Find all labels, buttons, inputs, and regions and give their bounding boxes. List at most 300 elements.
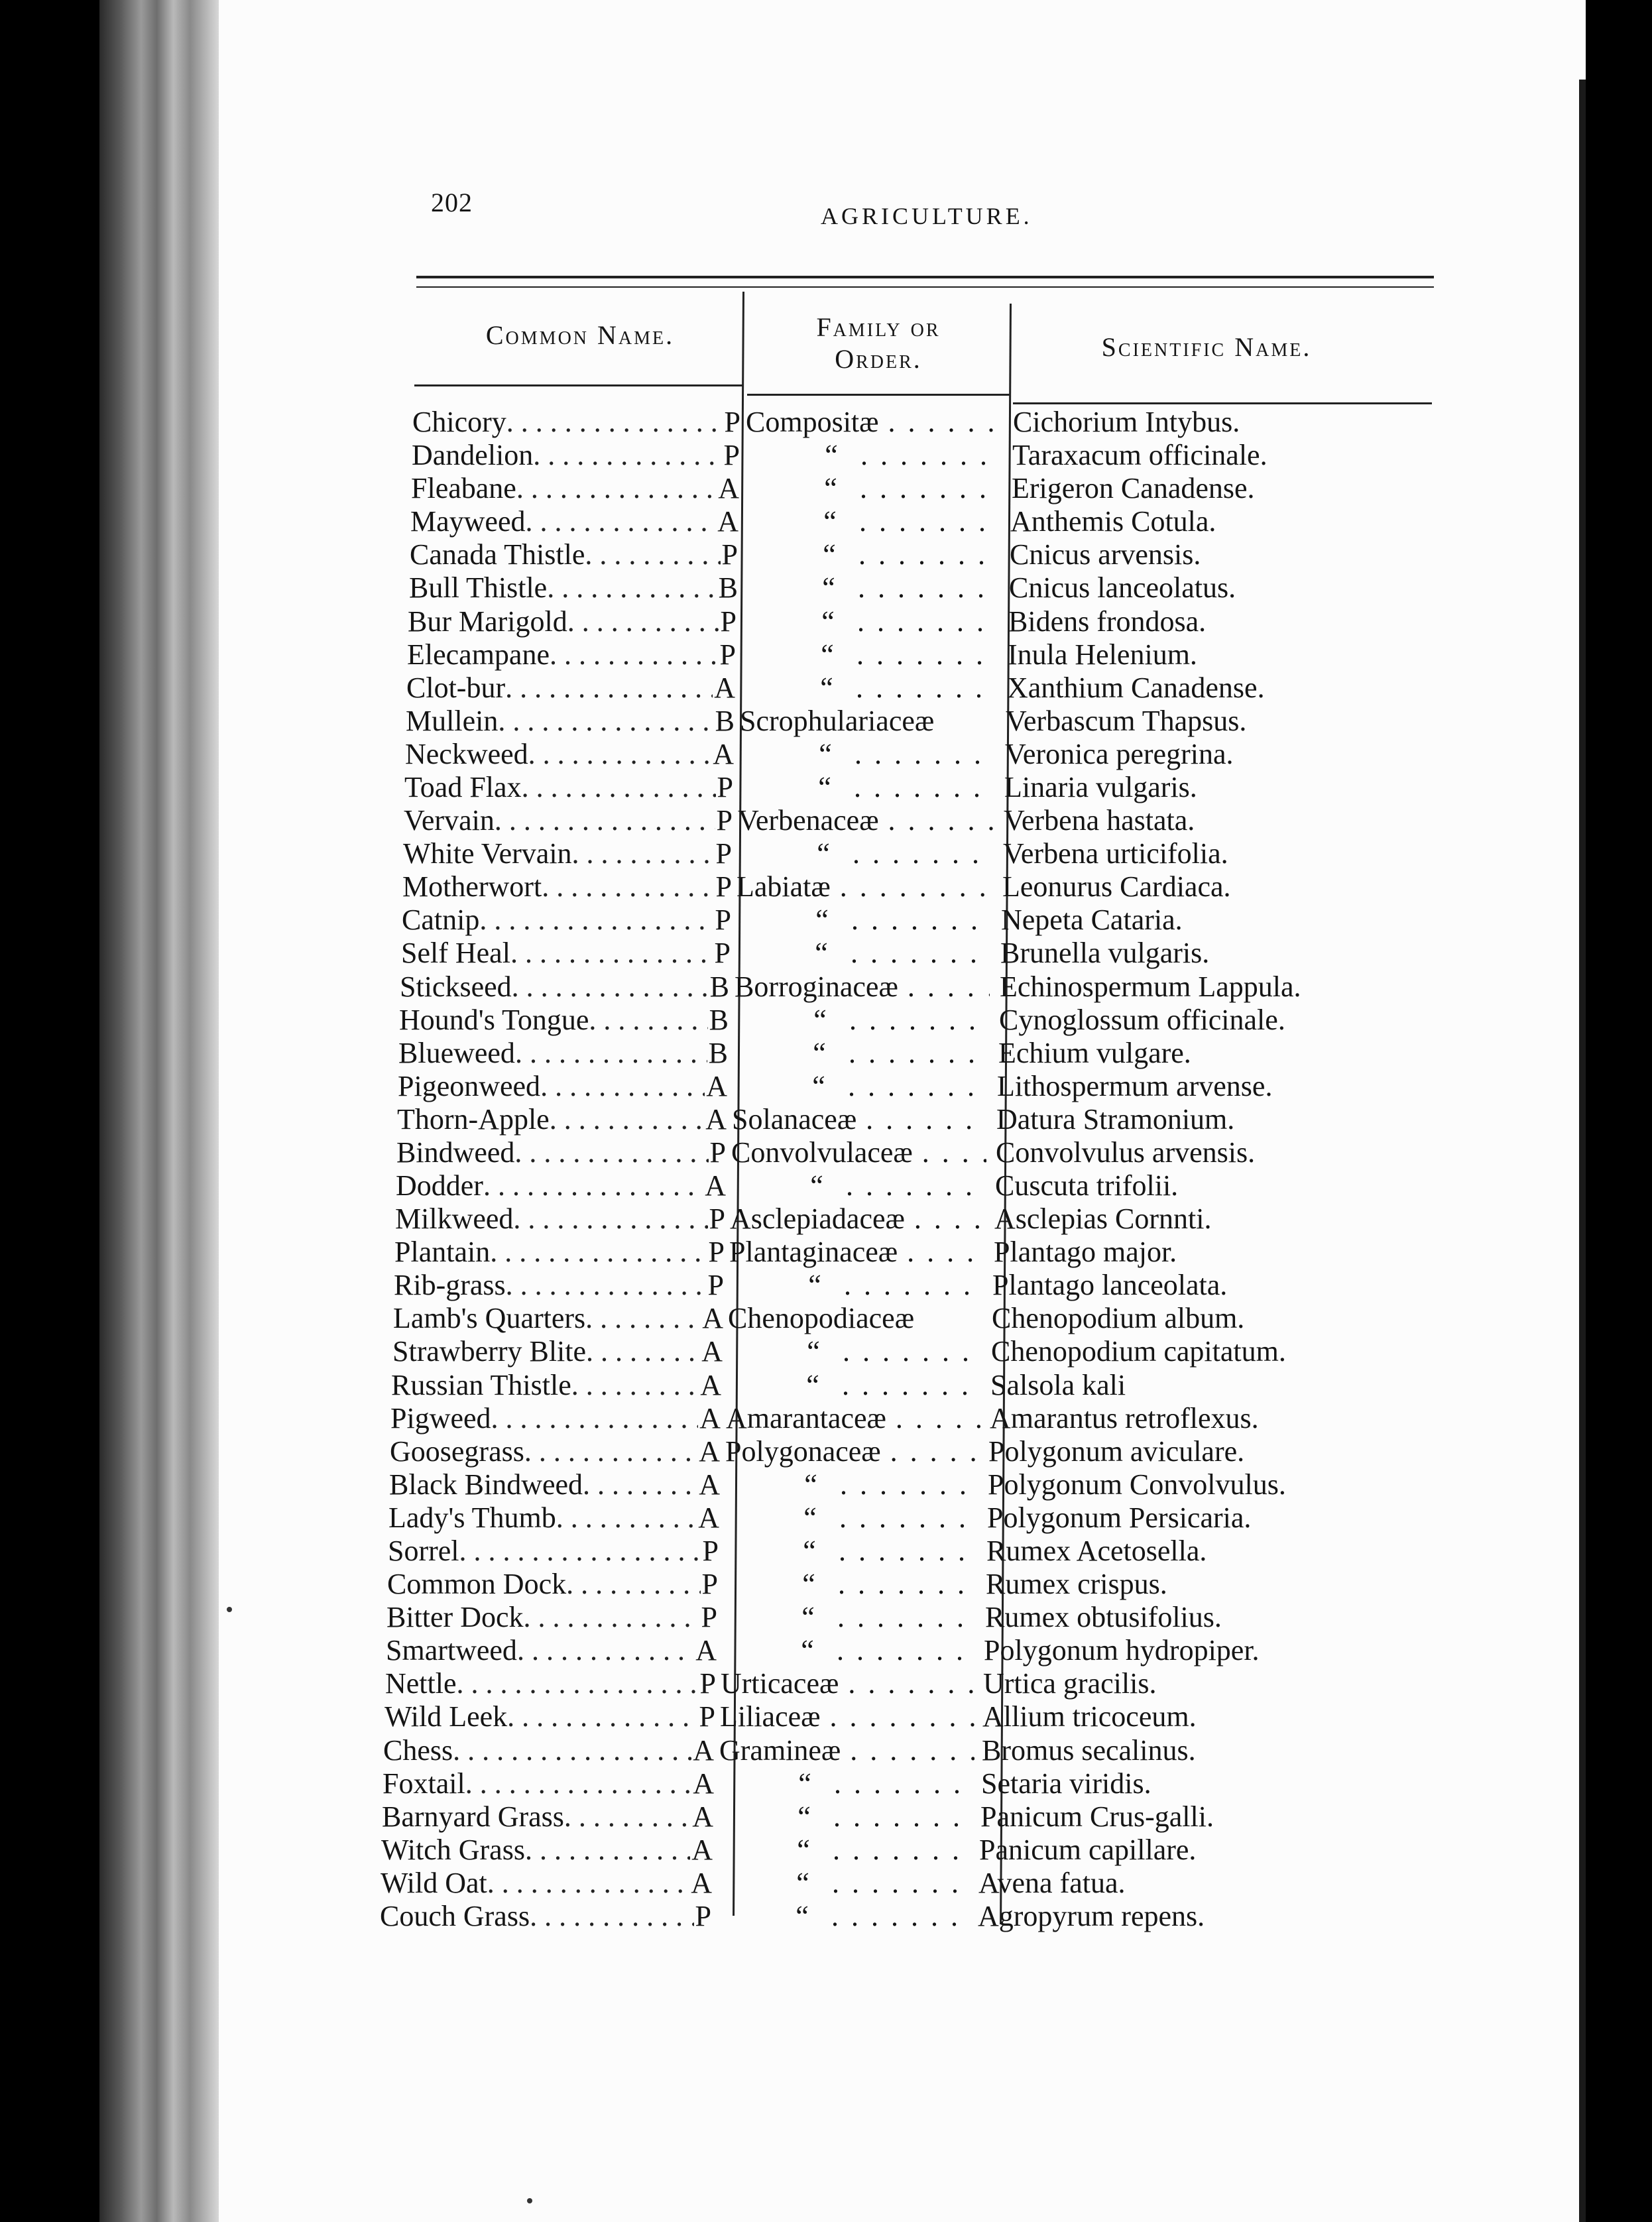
common-name-cell: [407, 638, 736, 672]
leader-dots: [566, 1568, 700, 1601]
common-name-cell: [381, 1834, 713, 1867]
common-name-cell: [396, 1136, 726, 1169]
leader-dots: [856, 1103, 987, 1136]
column-header-family-line1: Family or: [816, 312, 941, 342]
leader-dots: [843, 837, 992, 870]
ditto-mark: “: [825, 439, 838, 471]
ditto-mark: “: [803, 1501, 817, 1534]
common-name-cell: [382, 1800, 713, 1834]
family-cell: [727, 1335, 982, 1368]
duration-code: P: [709, 1202, 725, 1235]
family-name: Labiatæ: [737, 870, 831, 903]
ditto-mark: “: [808, 1269, 821, 1301]
leader-dots: [829, 1568, 978, 1601]
leader-dots: [516, 472, 717, 505]
leader-dots: [542, 870, 714, 904]
family-cell: [717, 1834, 973, 1867]
leader-dots: [841, 937, 990, 970]
common-name-cell: [403, 837, 732, 870]
ditto-mark: “: [801, 1601, 815, 1633]
leader-dots: [514, 1136, 708, 1169]
scientific-name: Erigeron Canadense.: [1012, 472, 1255, 504]
ditto-mark: “: [802, 1568, 815, 1600]
scientific-name: Cynoglossum officinale.: [999, 1004, 1285, 1036]
scientific-name: Datura Stramonium.: [996, 1103, 1235, 1136]
ditto-mark: “: [813, 1037, 826, 1069]
adjacent-page-edge: [1579, 80, 1586, 2222]
family-name: Liliaceæ: [720, 1700, 821, 1733]
ditto-mark: “: [818, 771, 831, 803]
duration-code: A: [705, 1169, 726, 1202]
common-name-cell: [397, 1103, 727, 1136]
scientific-name: Polygonum Persicaria.: [987, 1501, 1252, 1534]
duration-code: B: [718, 571, 738, 604]
duration-code: P: [721, 538, 738, 571]
ditto-mark: “: [822, 571, 835, 604]
leader-dots: [841, 1734, 974, 1767]
common-name: Black Bindweed: [389, 1468, 583, 1501]
leader-dots: [513, 1202, 707, 1236]
print-speck: [227, 1607, 232, 1612]
leader-dots: [479, 904, 713, 937]
header-underline-family: [747, 394, 1010, 396]
scientific-name: Chenopodium album.: [992, 1302, 1245, 1334]
common-name: Smartweed: [386, 1634, 517, 1666]
common-name-cell: [410, 538, 738, 571]
scientific-name: Polygonum Convolvulus.: [988, 1468, 1286, 1501]
leader-dots: [526, 505, 717, 538]
ditto-mark: “: [804, 1468, 817, 1501]
family-cell: [733, 1070, 988, 1103]
header-underline-scientific: [1013, 402, 1432, 404]
leader-dots: [849, 538, 998, 571]
ditto-mark: “: [796, 1867, 809, 1899]
duration-code: P: [717, 771, 733, 803]
common-name: Sorrel: [388, 1535, 459, 1567]
ditto-mark: “: [813, 1004, 827, 1036]
family-cell: [735, 970, 990, 1004]
common-name: Canada Thistle: [410, 538, 585, 571]
family-name: Verbenaceæ: [738, 804, 879, 837]
leader-dots: [842, 904, 991, 937]
ditto-mark: “: [797, 1834, 810, 1866]
family-name: Solanaceæ: [732, 1103, 857, 1136]
leader-dots: [524, 1601, 700, 1634]
leader-dots: [457, 1667, 699, 1700]
leader-dots: [517, 1634, 694, 1667]
leader-dots: [525, 1834, 690, 1867]
family-cell: [729, 1269, 984, 1302]
leader-dots: [567, 605, 719, 638]
leader-dots: [571, 1369, 699, 1402]
duration-code: P: [723, 439, 740, 471]
duration-code: B: [715, 705, 735, 737]
leader-dots: [821, 1700, 976, 1733]
common-name: Fleabane: [411, 472, 516, 504]
common-name-cell: [387, 1568, 718, 1601]
family-cell: [730, 1202, 985, 1236]
column-header-family: [752, 312, 1004, 375]
running-head: AGRICULTURE.: [821, 203, 1033, 229]
print-speck: [527, 2198, 532, 2203]
common-name: Bull Thistle: [409, 571, 548, 604]
common-name: White Vervain: [403, 837, 572, 870]
family-name: Plantaginaceæ: [729, 1236, 898, 1268]
common-name: Stickseed: [400, 970, 512, 1003]
common-name-cell: [398, 1070, 727, 1103]
common-name: Barnyard Grass: [382, 1800, 564, 1833]
ditto-mark: “: [806, 1369, 819, 1401]
leader-dots: [847, 638, 996, 672]
scientific-name: Allium tricoceum.: [982, 1700, 1197, 1733]
family-cell: [723, 1535, 978, 1568]
common-name: Milkweed: [395, 1202, 514, 1235]
family-cell: [721, 1634, 976, 1667]
scientific-name: Rumex obtusifolius.: [985, 1601, 1222, 1633]
common-name-cell: [395, 1202, 725, 1236]
common-name-cell: [388, 1535, 719, 1568]
scientific-name: Verbena urticifolia.: [1003, 837, 1228, 870]
common-name-cell: [401, 937, 731, 970]
common-name-cell: [390, 1435, 720, 1468]
common-name-cell: [399, 1004, 729, 1037]
common-name-cell: [385, 1667, 716, 1700]
common-name-cell: [392, 1335, 723, 1368]
common-name: Elecampane: [407, 638, 550, 671]
family-cell: [719, 1734, 974, 1767]
column-header-family-line2: Order.: [835, 344, 922, 374]
scientific-name: Avena fatua.: [978, 1867, 1126, 1899]
family-name: Polygonaceæ: [725, 1435, 881, 1468]
ditto-mark: “: [807, 1335, 820, 1368]
common-name: Thorn-Apple: [397, 1103, 550, 1136]
leader-dots: [550, 1103, 705, 1136]
family-cell: [742, 571, 998, 605]
common-name: Witch Grass: [381, 1834, 525, 1866]
family-cell: [718, 1800, 973, 1834]
common-name: Couch Grass: [380, 1900, 530, 1932]
common-name-cell: [388, 1501, 719, 1535]
family-cell: [740, 672, 996, 705]
leader-dots: [845, 771, 994, 804]
leader-dots: [459, 1535, 701, 1568]
leader-dots: [512, 970, 709, 1004]
leader-dots: [898, 970, 990, 1004]
scientific-name: Echium vulgare.: [998, 1037, 1191, 1069]
leader-dots: [490, 1236, 707, 1269]
leader-dots: [831, 870, 992, 904]
family-cell: [728, 1302, 983, 1335]
scientific-name: Polygonum aviculare.: [988, 1435, 1245, 1468]
ditto-mark: “: [815, 937, 828, 969]
common-name-cell: [406, 672, 735, 705]
scientific-name: Anthemis Cotula.: [1010, 505, 1216, 538]
common-name-cell: [404, 771, 733, 804]
leader-dots: [850, 505, 999, 538]
scientific-name: Bromus secalinus.: [982, 1734, 1196, 1767]
leader-dots: [833, 1369, 982, 1402]
leader-dots: [483, 1169, 703, 1202]
duration-code: P: [720, 605, 737, 638]
common-name: Russian Thistle: [391, 1369, 571, 1401]
scientific-name: Linaria vulgaris.: [1004, 771, 1197, 803]
scientific-name: Nepeta Cataria.: [1001, 904, 1183, 936]
duration-code: P: [699, 1667, 716, 1700]
family-cell: [717, 1867, 972, 1900]
leader-dots: [830, 1501, 979, 1535]
family-cell: [722, 1601, 977, 1634]
leader-dots: [491, 1402, 699, 1435]
duration-code: A: [699, 1468, 720, 1501]
common-name-cell: [380, 1900, 711, 1933]
leader-dots: [851, 439, 1000, 472]
common-name-cell: [402, 870, 732, 904]
ditto-mark: “: [815, 904, 829, 936]
duration-code: P: [708, 1236, 725, 1268]
common-name-cell: [400, 970, 729, 1004]
duration-code: A: [698, 1501, 719, 1534]
duration-code: P: [715, 837, 732, 870]
scientific-name: Inula Helenium.: [1008, 638, 1197, 671]
ditto-mark: “: [824, 472, 837, 504]
family-cell: [735, 937, 990, 970]
scientific-name: Cnicus arvensis.: [1010, 538, 1201, 571]
common-name-cell: [393, 1302, 723, 1335]
leader-dots: [847, 672, 996, 705]
scientific-name: Cichorium Intybus.: [1013, 406, 1240, 438]
leader-dots: [824, 1800, 973, 1834]
duration-code: A: [693, 1734, 714, 1767]
family-name: Scrophulariaceæ: [740, 705, 935, 737]
family-cell: [737, 837, 992, 870]
duration-code: P: [715, 904, 731, 936]
common-name-cell: [408, 605, 737, 638]
leader-dots: [540, 1070, 705, 1103]
leader-dots: [827, 1634, 976, 1667]
leader-dots: [823, 1867, 972, 1900]
duration-code: P: [701, 1601, 717, 1633]
common-name-cell: [394, 1236, 725, 1269]
leader-dots: [831, 1468, 980, 1501]
column-header-scientific-name: [1024, 331, 1389, 363]
leader-dots: [583, 1468, 697, 1501]
leader-dots: [840, 1004, 989, 1037]
ditto-mark: “: [823, 505, 837, 538]
common-name: Toad Flax: [404, 771, 522, 803]
common-name: Wild Leek: [384, 1700, 508, 1733]
leader-dots: [586, 1335, 700, 1368]
scientific-name: Urtica gracilis.: [983, 1667, 1157, 1700]
scientific-name: Taraxacum officinale.: [1012, 439, 1268, 471]
family-cell: [737, 870, 992, 904]
common-name: Hound's Tongue: [399, 1004, 589, 1036]
common-name-cell: [386, 1634, 717, 1667]
scientific-name: Plantago lanceolata.: [992, 1269, 1228, 1301]
scientific-name: Cuscuta trifolii.: [995, 1169, 1179, 1202]
ditto-mark: “: [796, 1900, 809, 1932]
duration-code: A: [691, 1867, 712, 1899]
ditto-mark: “: [803, 1535, 816, 1567]
leader-dots: [835, 1269, 984, 1302]
common-name-cell: [398, 1037, 728, 1070]
leader-dots: [487, 1867, 689, 1900]
duration-code: P: [695, 1900, 711, 1932]
family-cell: [720, 1700, 975, 1733]
leader-dots: [510, 937, 713, 970]
scientific-name: Verbascum Thapsus.: [1006, 705, 1247, 737]
leader-dots: [506, 406, 723, 439]
scientific-name: Chenopodium capitatum.: [991, 1335, 1286, 1368]
leader-dots: [839, 1037, 988, 1070]
leader-dots: [905, 1202, 985, 1236]
leader-dots: [533, 439, 722, 472]
family-cell: [733, 1037, 988, 1070]
leader-dots: [528, 738, 712, 771]
duration-code: B: [708, 1037, 728, 1069]
duration-code: A: [699, 1435, 720, 1468]
common-name-cell: [389, 1468, 720, 1501]
duration-code: P: [715, 870, 732, 903]
leader-dots: [572, 837, 715, 870]
scan-border: [1586, 0, 1652, 2222]
scientific-name: Bidens frondosa.: [1008, 605, 1207, 638]
common-name: Dodder: [396, 1169, 483, 1202]
family-cell: [734, 1004, 989, 1037]
family-cell: [744, 505, 999, 538]
page-stack-edge: [99, 0, 219, 2222]
family-cell: [725, 1435, 980, 1468]
family-cell: [736, 904, 991, 937]
ditto-mark: “: [798, 1767, 811, 1800]
scientific-name: Veronica peregrina.: [1005, 738, 1234, 770]
scientific-name: Plantago major.: [994, 1236, 1177, 1268]
duration-code: A: [700, 1369, 721, 1401]
common-name-cell: [412, 439, 740, 472]
scientific-name: Asclepias Cornnti.: [994, 1202, 1212, 1235]
common-name-cell: [411, 472, 739, 505]
duration-code: P: [714, 937, 731, 969]
leader-dots: [822, 1900, 971, 1933]
common-name-cell: [384, 1700, 715, 1733]
leader-dots: [530, 1900, 693, 1933]
duration-code: A: [706, 1070, 727, 1102]
duration-code: B: [709, 970, 729, 1003]
common-name: Motherwort: [402, 870, 542, 903]
scientific-name: Xanthium Canadense.: [1007, 672, 1265, 704]
family-cell: [746, 406, 1001, 439]
common-name: Dandelion: [412, 439, 534, 471]
family-cell: [744, 472, 1000, 505]
leader-dots: [825, 1767, 974, 1800]
leader-dots: [879, 406, 1002, 439]
scientific-name: Polygonum hydropiper.: [984, 1634, 1260, 1666]
common-name-cell: [402, 904, 731, 937]
ditto-mark: “: [810, 1169, 823, 1202]
duration-code: A: [695, 1634, 717, 1666]
ditto-mark: “: [801, 1634, 814, 1666]
scientific-name: Setaria viridis.: [981, 1767, 1151, 1800]
scientific-name: Lithospermum arvense.: [997, 1070, 1273, 1102]
leader-dots: [550, 638, 719, 672]
family-cell: [726, 1402, 981, 1435]
common-name: Bur Marigold: [408, 605, 567, 638]
duration-code: A: [692, 1800, 713, 1833]
family-name: Gramineæ: [719, 1734, 841, 1767]
leader-dots: [465, 1767, 692, 1800]
common-name: Vervain: [404, 804, 495, 837]
family-cell: [743, 538, 998, 571]
leader-dots: [453, 1734, 691, 1767]
common-name: Pigeonweed: [398, 1070, 541, 1102]
leader-dots: [886, 1402, 981, 1435]
family-cell: [721, 1667, 976, 1700]
common-name: Bitter Dock: [386, 1601, 524, 1633]
family-name: Borroginaceæ: [735, 970, 898, 1003]
leader-dots: [524, 1435, 697, 1468]
duration-code: P: [724, 406, 740, 438]
family-cell: [731, 1136, 986, 1169]
family-name: Urticaceæ: [721, 1667, 839, 1700]
leader-dots: [828, 1601, 977, 1634]
common-name-cell: [405, 738, 734, 771]
ditto-mark: “: [820, 672, 833, 704]
family-cell: [725, 1468, 980, 1501]
ditto-mark: “: [812, 1070, 825, 1102]
leader-dots: [881, 1435, 980, 1468]
ditto-mark: “: [823, 538, 836, 571]
common-name-cell: [381, 1867, 712, 1900]
common-name: Wild Oat: [381, 1867, 487, 1899]
scientific-name: Brunella vulgaris.: [1000, 937, 1210, 969]
duration-code: P: [719, 638, 736, 671]
common-name-cell: [386, 1601, 717, 1634]
family-name: Compositæ: [746, 406, 879, 438]
leader-dots: [848, 605, 997, 638]
leader-dots: [585, 1302, 701, 1335]
common-name-cell: [383, 1767, 714, 1800]
common-name: Catnip: [402, 904, 480, 936]
duration-code: A: [714, 672, 735, 704]
family-cell: [732, 1103, 987, 1136]
leader-dots: [589, 1004, 707, 1037]
duration-code: A: [693, 1767, 714, 1800]
duration-code: A: [713, 738, 734, 770]
column-header-common-name-text: Common Name.: [485, 320, 675, 350]
duration-code: A: [717, 505, 738, 538]
common-name: Rib-grass: [394, 1269, 506, 1301]
family-name: Amarantaceæ: [726, 1402, 886, 1434]
family-cell: [738, 804, 993, 837]
scientific-name: Convolvulus arvensis.: [996, 1136, 1256, 1169]
scientific-name: Verbena hastata.: [1004, 804, 1195, 837]
header-underline-common: [414, 384, 744, 386]
leader-dots: [515, 1037, 707, 1070]
scientific-name: Rumex crispus.: [986, 1568, 1167, 1600]
family-cell: [738, 771, 994, 804]
leader-dots: [851, 472, 1000, 505]
leader-dots: [564, 1800, 691, 1834]
ditto-mark: “: [821, 605, 835, 638]
common-name-cell: [412, 406, 740, 439]
common-name: Bindweed: [396, 1136, 515, 1169]
scientific-name: Cnicus lanceolatus.: [1009, 571, 1236, 604]
common-name: Lady's Thumb: [388, 1501, 556, 1534]
leader-dots: [823, 1834, 973, 1867]
family-cell: [729, 1236, 984, 1269]
column-header-scientific-name-text: Scientific Name.: [1101, 332, 1312, 362]
family-cell: [724, 1501, 979, 1535]
duration-code: P: [701, 1568, 718, 1600]
